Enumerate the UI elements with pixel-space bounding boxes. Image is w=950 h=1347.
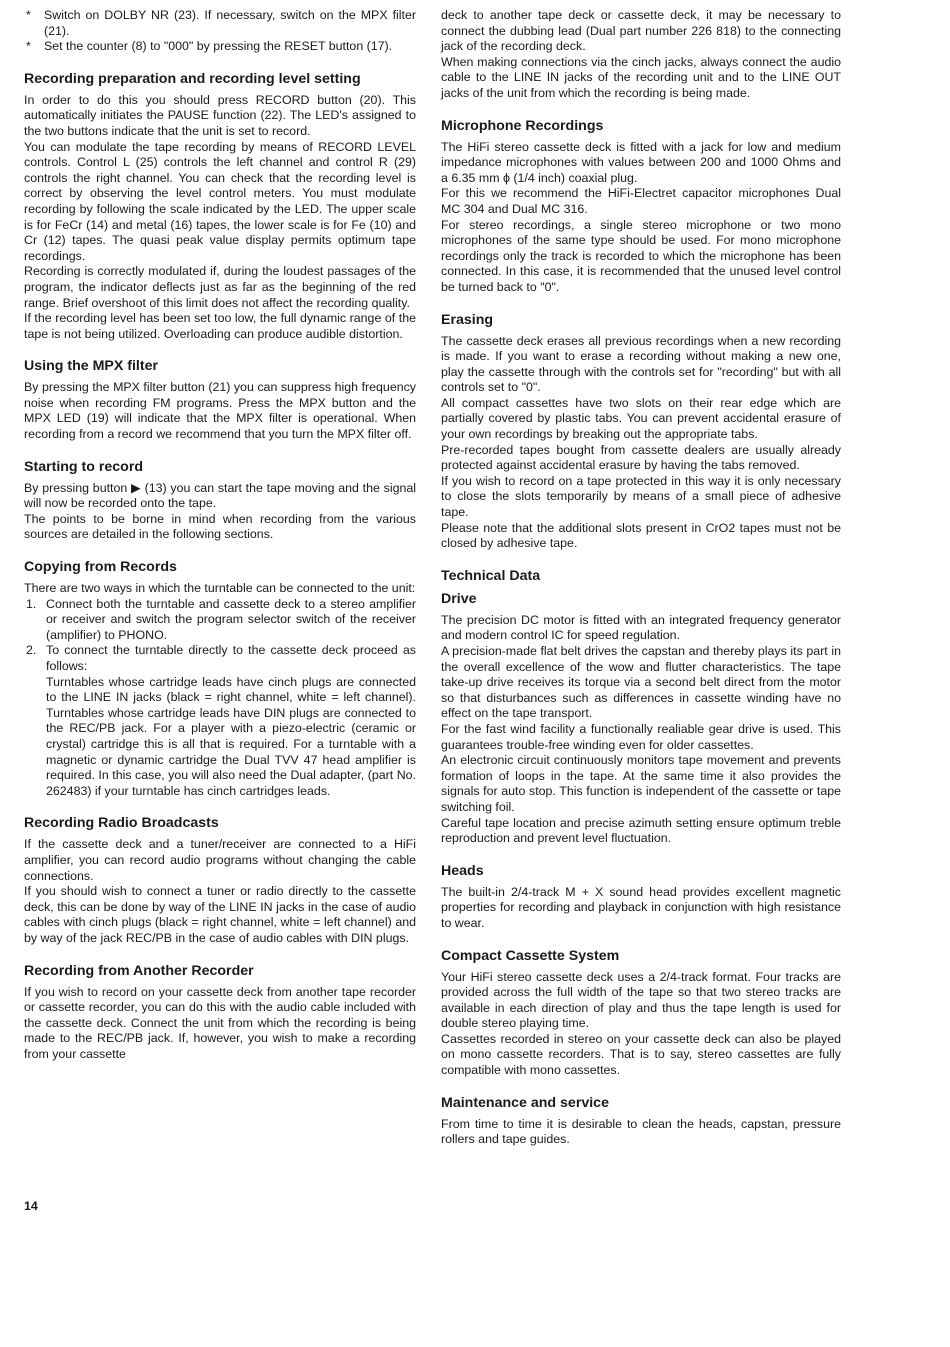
section-heading: Microphone Recordings xyxy=(441,117,604,134)
numbered-list xyxy=(24,597,416,800)
paragraph: Cassettes recorded in stereo on your cassette deck can also be played on mono cassette recorders. That is to say, stereo cassettes are fully compatible with mono cassettes. xyxy=(441,1031,841,1078)
paragraph: deck to another tape deck or cassette deck, it may be necessary to connect the dubbing lead (Dual part number 226 818) to the connecting jack of the recording deck. xyxy=(441,8,841,54)
section-heading: Copying from Records xyxy=(24,559,177,576)
paragraph: Your HiFi stereo cassette deck uses a 2/4-track format. Four tracks are provided across the full width of the tape so that two stereo tracks are available in each direction of play and thus the tape length is used for double stereo playing time. xyxy=(441,969,841,1031)
section-heading: Using the MPX filter xyxy=(24,358,159,375)
paragraph: You can modulate the tape recording by means of RECORD LEVEL controls. Control L (25) controls the left channel and control R (29) controls the right channel. You can check that the recording level is correct by observing the level control meters. You must modulate recording by following the scale indicated by the LED. The upper scale is for FeCr (14) and metal (16) tapes, the lower scale is for Fe (10) and Cr (12) tapes. The quasi peak value display permits optimum tape recordings. xyxy=(24,139,416,263)
section-heading: Recording from Another Recorder xyxy=(24,962,254,979)
section-heading: Heads xyxy=(441,862,484,879)
section-mpx-filter xyxy=(24,357,416,442)
paragraph: For the fast wind facility a functionally realiable gear drive is used. This guarantees trouble-free winding even for older cassettes. xyxy=(441,721,841,752)
section-technical-data xyxy=(441,567,841,847)
left-column xyxy=(24,8,416,1062)
bullet-item xyxy=(24,39,416,55)
bullet-text: Set the counter (8) to "000" by pressing the RESET button (17). xyxy=(44,39,393,54)
section-heading: Starting to record xyxy=(24,458,144,475)
section-compact-cassette-system xyxy=(441,947,841,1079)
section-heading: Technical Data xyxy=(441,567,541,584)
page-number: 14 xyxy=(24,1199,38,1213)
section-heading: Compact Cassette System xyxy=(441,947,620,964)
paragraph: The HiFi stereo cassette deck is fitted with a jack for low and medium impedance microphones with values between 200 and 1000 Ohms and a 6.35 mm ϕ (1/4 inch) coaxial plug. xyxy=(441,139,841,185)
paragraph: Careful tape location and precise azimuth setting ensure optimum treble reproduction and prevent level fluctuation. xyxy=(441,815,841,846)
section-heading: Erasing xyxy=(441,311,494,328)
section-heading: Recording preparation and recording level setting xyxy=(24,70,361,87)
section-maintenance xyxy=(441,1094,841,1148)
list-item-continuation xyxy=(24,675,416,800)
section-subheading: Drive xyxy=(441,590,477,607)
section-another-recorder xyxy=(24,962,416,1063)
paragraph: The cassette deck erases all previous recordings when a new recording is made. If you want to erase a recording without making a new one, play the cassette through with the controls set for "recording" but with all controls set to "0". xyxy=(441,333,841,395)
paragraph: If the recording level has been set too low, the full dynamic range of the tape is not being utilized. Overloading can produce audible distortion. xyxy=(24,311,416,341)
paragraph: For stereo recordings, a single stereo microphone or two mono microphones of the same type should be used. For mono microphone recordings only the track is recorded to which the microphone has been connected. In this case, it is recommended that the unused level control be turned back to "0". xyxy=(441,217,841,294)
paragraph: A precision-made flat belt drives the capstan and thereby plays its part in the overall excellence of the wow and flutter characteristics. The tape take-up drive receives its torque via a second belt direct from the motor so that disturbances such as differences in cassette winding have no effect on the tape transport. xyxy=(441,644,841,721)
list-number: 2. xyxy=(26,643,37,658)
paragraph: Please note that the additional slots present in CrO2 tapes must not be closed by adhesive tape. xyxy=(441,520,841,551)
section-heads xyxy=(441,862,841,932)
bullet-text: Switch on DOLBY NR (23). If necessary, switch on the MPX filter (21). xyxy=(44,8,416,38)
paragraph: An electronic circuit continuously monitors tape movement and prevents formation of loops in the tape. At the same time it also provides the signals for auto stop. This function is independent of the cassette or tape switching foil. xyxy=(441,753,841,814)
paragraph: The precision DC motor is fitted with an integrated frequency generator and modern control IC for speed regulation. xyxy=(441,612,841,643)
section-copying-from-records xyxy=(24,558,416,799)
paragraph: In order to do this you should press RECORD button (20). This automatically initiates the PAUSE function (22). The LED's assigned to the two buttons indicate that the unit is set to record. xyxy=(24,92,416,138)
section-erasing xyxy=(441,311,841,552)
asterisk-bullet-icon: * xyxy=(26,39,31,54)
list-item-text: To connect the turntable directly to the cassette deck proceed as follows: xyxy=(46,643,416,673)
paragraph: If you wish to record on a tape protected in this way it is only necessary to close the slots temporarily by means of a small piece of adhesive tape. xyxy=(441,473,841,520)
paragraph: If you wish to record on your cassette deck from another tape recorder or cassette recorder, you can do this with the audio cable included with the cassette deck. Connect the unit from which the recording is being made to the REC/PB jack. If, however, you wish to make a recording from your cassette xyxy=(24,984,416,1061)
paragraph: All compact cassettes have two slots on their rear edge which are partially covered by plastic tabs. You can prevent accidental erasure of your own recordings by breaking out the appropriate tabs. xyxy=(441,395,841,442)
paragraph: There are two ways in which the turntable can be connected to the unit: xyxy=(24,581,416,596)
list-item xyxy=(24,643,416,674)
paragraph: For this we recommend the HiFi-Electret capacitor microphones Dual MC 304 and Dual MC 316. xyxy=(441,186,841,216)
paragraph: From time to time it is desirable to clean the heads, capstan, pressure rollers and tape guides. xyxy=(441,1116,841,1147)
asterisk-bullet-icon: * xyxy=(26,8,31,22)
paragraph: By pressing button ▶ (13) you can start the tape moving and the signal will now be recorded onto the tape. xyxy=(24,480,416,511)
paragraph: Recording is correctly modulated if, during the loudest passages of the program, the indicator deflects just as far as the beginning of the red range. Brief overshoot of this limit does not affect the recording quality. xyxy=(24,264,416,310)
paragraph: By pressing the MPX filter button (21) you can suppress high frequency noise when recording FM programs. Press the MPX button and the MPX LED (19) will indicate that the MPX filter is operational. When recording from a record we recommend that you turn the MPX filter off. xyxy=(24,380,416,442)
section-microphone-recordings xyxy=(441,117,841,296)
section-recording-preparation xyxy=(24,70,416,343)
paragraph: The points to be borne in mind when recording from the various sources are detailed in the following sections. xyxy=(24,511,416,542)
right-column xyxy=(441,8,841,1148)
list-item xyxy=(24,597,416,644)
paragraph: If you should wish to connect a tuner or radio directly to the cassette deck, this can be done by way of the LINE IN jacks in the case of audio cables with cinch plugs (black = right channel, white = left channel) and by way of the jack REC/PB in the case of audio cables with DIN plugs. xyxy=(24,884,416,945)
section-starting-to-record xyxy=(24,458,416,543)
bullet-item xyxy=(24,8,416,39)
list-item-text: Turntables whose cartridge leads have cinch plugs are connected to the LINE IN jacks (black = right channel, white = left channel). Turntables whose cartridge leads have DIN plugs are connected to the REC/PB jack. For a player with a piezo-electric (ceramic or crystal) cartridge this is all that is required. For a turntable with a magnetic or dynamic cartridge the Dual TVV 47 head amplifier is required. In this case, you will also need the Dual adapter, (part No. 262483) if your turntable has cinch cartridges leads. xyxy=(46,674,416,798)
section-heading: Recording Radio Broadcasts xyxy=(24,815,219,832)
paragraph: When making connections via the cinch jacks, always connect the audio cable to the LINE IN jacks of the recording unit and to the LINE OUT jacks of the unit from which the recording is being made. xyxy=(441,54,841,100)
section-radio-broadcasts xyxy=(24,814,416,946)
section-heading: Maintenance and service xyxy=(441,1094,609,1111)
paragraph: If the cassette deck and a tuner/receiver are connected to a HiFi amplifier, you can record audio programs without changing the cable connections. xyxy=(24,837,416,883)
paragraph: The built-in 2/4-track M + X sound head provides excellent magnetic properties for recording and playback in conjunction with high resistance to wear. xyxy=(441,884,841,930)
list-number: 1. xyxy=(26,596,37,611)
list-item-text: Connect both the turntable and cassette deck to a stereo amplifier or receiver and switch the program selector switch of the receiver (amplifier) to PHONO. xyxy=(46,596,416,642)
paragraph: Pre-recorded tapes bought from cassette dealers are usually already protected against accidental erasure by having the tabs removed. xyxy=(441,442,841,473)
